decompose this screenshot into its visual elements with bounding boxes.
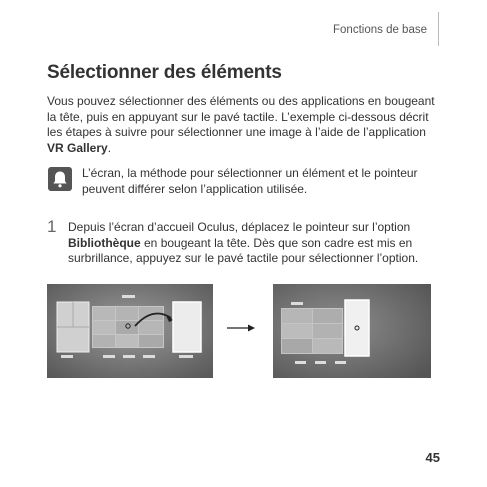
- library-selected-screenshot: [273, 284, 431, 378]
- intro-app-name: VR Gallery: [47, 140, 108, 155]
- step-text-start: Depuis l’écran d’accueil Oculus, déplacez le pointeur sur l’option: [68, 220, 411, 234]
- intro-text: Vous pouvez sélectionner des éléments ou des applications en bougeant la tête, puis en appuyant sur le pavé tactile. L’exemple ci-dessous décrit les étapes à suivre pour sélectionner une image à l’aide de l’application: [47, 94, 435, 139]
- step-text: [68, 220, 438, 267]
- oculus-home-screenshot: [47, 284, 213, 378]
- bell-icon: [47, 166, 73, 192]
- right-arrow-icon: [226, 322, 256, 334]
- intro-end: .: [107, 140, 112, 155]
- step-text-end: en bougeant la tête. Dès que son cadre est mis en surbrillance, appuyez sur le pavé tactile pour sélectionner l’option.: [68, 235, 419, 265]
- step-number: 1: [47, 217, 57, 236]
- header-section-title: Fonctions de base: [333, 24, 427, 36]
- library-option-label: Bibliothèque: [68, 235, 141, 250]
- intro-paragraph: [47, 94, 442, 156]
- header-divider: [438, 12, 439, 46]
- page-number: 45: [425, 450, 440, 465]
- page-title: Sélectionner des éléments: [47, 62, 282, 83]
- note-text: L’écran, la méthode pour sélectionner un élément et le pointeur peuvent différer selon l’application utilisée.: [82, 166, 418, 196]
